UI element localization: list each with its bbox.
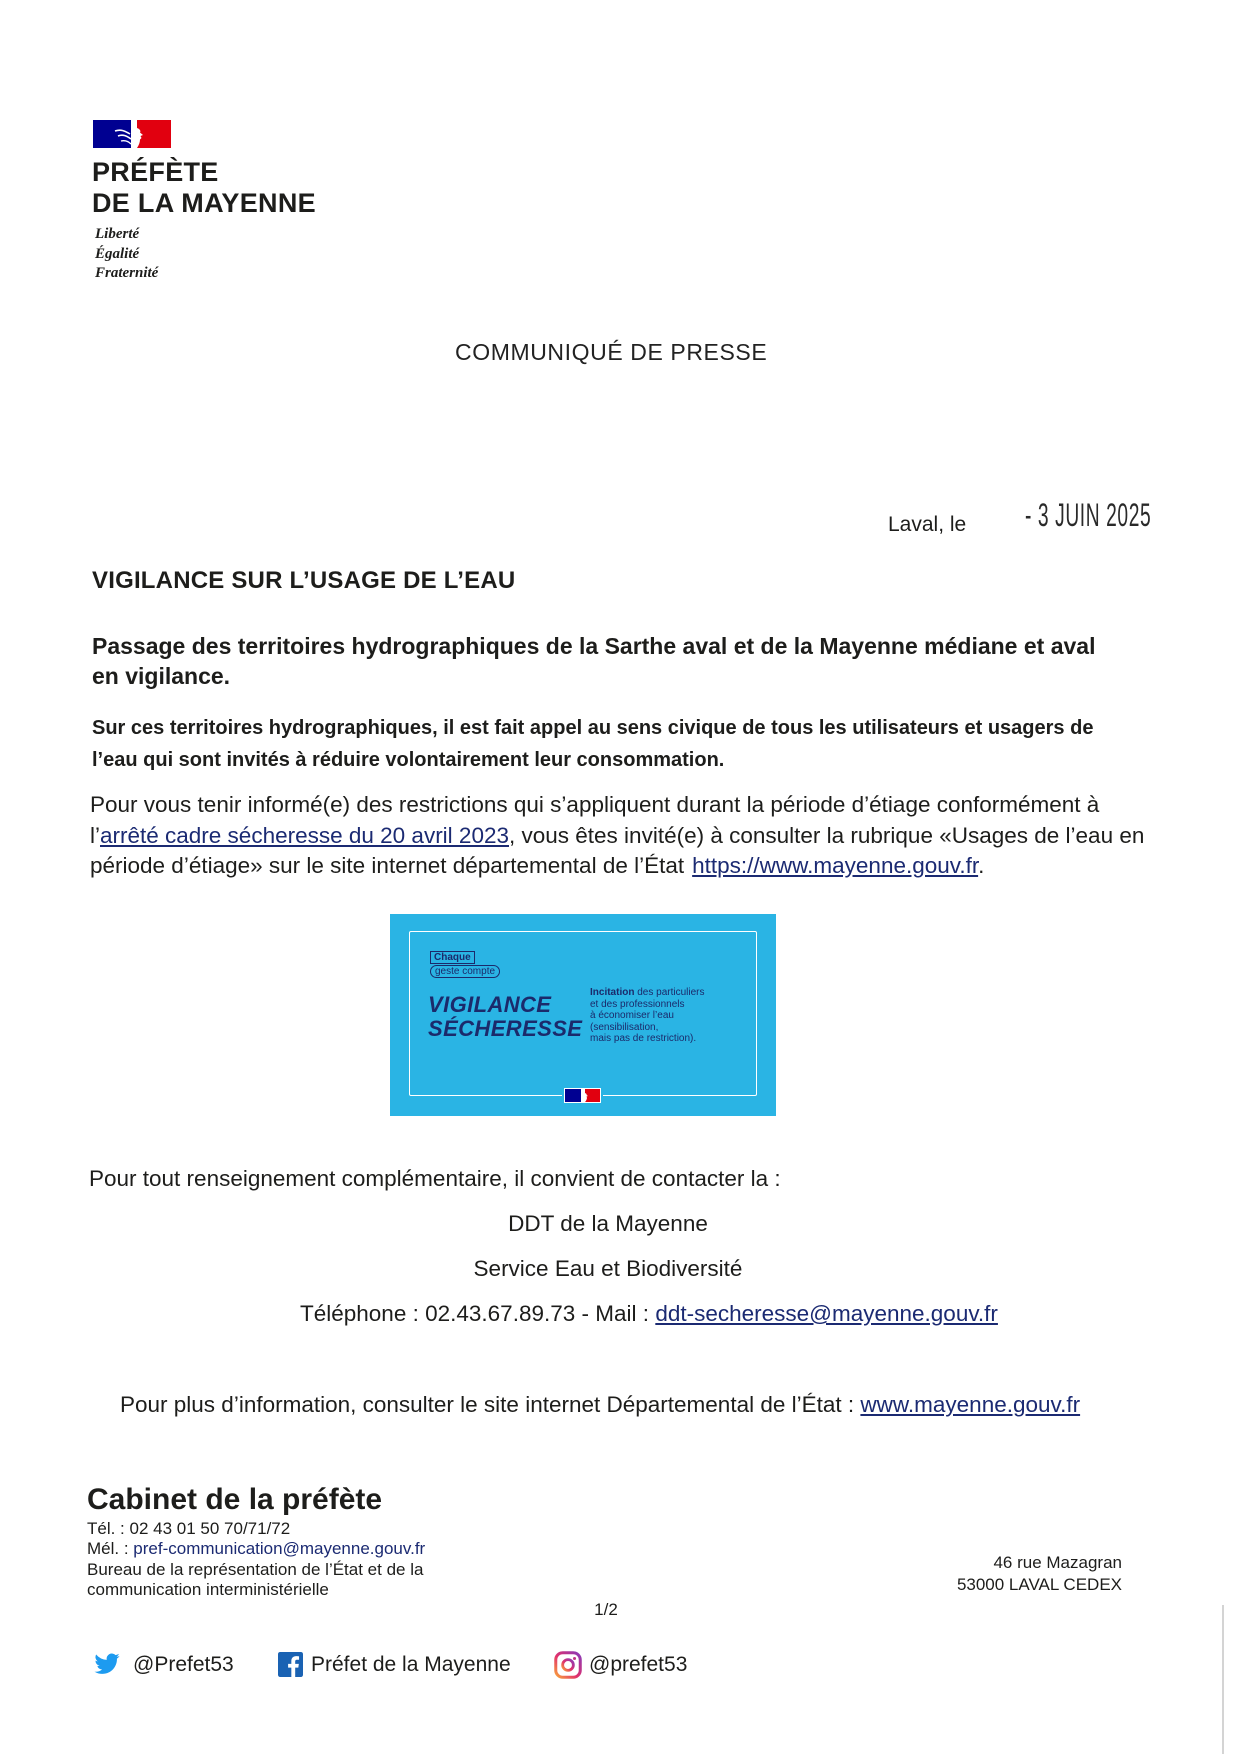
page-title: VIGILANCE SUR L’USAGE DE L’EAU (92, 567, 516, 594)
contact-phone-mail (300, 1299, 998, 1329)
address-line-2: 53000 LAVAL CEDEX (956, 1574, 1122, 1594)
facebook-icon (278, 1652, 303, 1677)
republic-logo (93, 120, 171, 148)
banner-flag-icon (562, 1088, 603, 1103)
banner-description-line-3: à économiser l’eau (590, 1010, 674, 1021)
lead-line-2: l’eau qui sont invités à réduire volontairement leur consommation. (92, 749, 725, 771)
mail-label: Mail : (595, 1301, 650, 1326)
banner-heading-line-2: SÉCHERESSE (428, 1016, 583, 1041)
cabinet-mail-label: Mél. : (87, 1539, 129, 1559)
campaign-word-1: Chaque (430, 951, 475, 964)
info-line-2-prefix: l’ (90, 822, 100, 848)
info-line-3-suffix: . (978, 853, 985, 878)
contact-service: Service Eau et Biodiversité (473, 1256, 743, 1281)
motto-egalite: Égalité (95, 245, 140, 262)
banner-description-line-1-rest: des particuliers (637, 987, 705, 998)
info-line-1: Pour vous tenir informé(e) des restrictions qui s’appliquent durant la période d’étiage conformément à (90, 792, 1100, 817)
contact-separator: - (581, 1301, 590, 1326)
lead-line-1: Sur ces territoires hydrographiques, il est fait appel au sens civique de tous les utilisateurs et usagers de (92, 717, 1094, 739)
banner-description-line-5: mais pas de restriction). (590, 1033, 697, 1044)
cabinet-office-line-1: Bureau de la représentation de l’État et de la (87, 1559, 424, 1579)
motto-liberte: Liberté (95, 226, 140, 242)
cabinet-details (87, 1519, 425, 1600)
instagram-handle: @prefet53 (589, 1653, 688, 1676)
info-line-3-prefix: période d’étiage» sur le site internet départemental de l’État (90, 853, 685, 878)
info-line-2-suffix: , vous êtes invité(e) à consulter la rubrique «Usages de l’eau en (509, 822, 1145, 848)
address-line-1: 46 rue Mazagran (993, 1553, 1122, 1572)
twitter-handle: @Prefet53 (133, 1653, 234, 1676)
info-line-2 (90, 821, 1144, 852)
contact-organization: DDT de la Mayenne (508, 1211, 708, 1236)
institution-line-1: PRÉFÈTE (92, 157, 219, 187)
banner-description (590, 987, 705, 1045)
banner-description-line-4: (sensibilisation, (590, 1021, 659, 1033)
subtitle-line-2: en vigilance. (92, 663, 231, 689)
date-stamp: - 3 JUIN 2025 (1025, 497, 1152, 533)
marianne-flag-icon (93, 120, 171, 148)
banner-description-line-1 (590, 987, 705, 999)
subtitle-line-1: Passage des territoires hydrographiques de la Sarthe aval et de la Mayenne médiane et aval (92, 633, 1096, 659)
banner-description-bold: Incitation (590, 987, 635, 998)
more-info-link[interactable]: www.mayenne.gouv.fr (860, 1392, 1081, 1417)
info-paragraph (90, 790, 1144, 882)
phone-number: 02.43.67.89.73 (425, 1301, 576, 1326)
republic-motto (95, 225, 158, 284)
scan-edge-line (1222, 1605, 1224, 1754)
prefecture-site-link[interactable]: https://www.mayenne.gouv.fr (692, 853, 979, 878)
lead-paragraph (92, 712, 1093, 776)
dateline-place: Laval, le (888, 513, 967, 536)
motto-fraternite: Fraternité (95, 265, 159, 281)
banner-heading-line-1: VIGILANCE (428, 992, 552, 1017)
instagram-icon (554, 1651, 582, 1679)
contact-intro: Pour tout renseignement complémentaire, il convient de contacter la : (89, 1166, 781, 1191)
banner-description-line-2: et des professionnels (590, 998, 685, 1010)
decree-link[interactable]: arrêté cadre sécheresse du 20 avril 2023 (100, 822, 509, 848)
subtitle (92, 631, 1095, 691)
cabinet-office-line-2: communication interministérielle (87, 1579, 329, 1599)
more-info-text: Pour plus d’information, consulter le site internet Départemental de l’État : (120, 1392, 855, 1417)
cabinet-phone: Tél. : 02 43 01 50 70/71/72 (87, 1519, 291, 1538)
institution-name (92, 157, 316, 219)
twitter-icon (93, 1653, 121, 1677)
phone-label: Téléphone : (300, 1301, 419, 1326)
page-number: 1/2 (594, 1600, 618, 1619)
chaque-geste-compte-logo (430, 951, 500, 978)
facebook-page-name: Préfet de la Mayenne (311, 1653, 511, 1676)
ddt-email-link[interactable]: ddt-secheresse@mayenne.gouv.fr (655, 1301, 998, 1326)
cabinet-mail-link[interactable]: pref-communication@mayenne.gouv.fr (133, 1539, 426, 1559)
institution-line-2: DE LA MAYENNE (92, 188, 316, 218)
cabinet-title: Cabinet de la préfète (87, 1483, 383, 1516)
vigilance-secheresse-banner (390, 914, 776, 1116)
info-line-3 (90, 851, 1144, 882)
document-type: COMMUNIQUÉ DE PRESSE (455, 339, 768, 365)
banner-heading (428, 993, 582, 1041)
postal-address (957, 1552, 1122, 1595)
more-info (120, 1390, 1080, 1420)
campaign-word-2: geste compte (430, 965, 500, 978)
cabinet-mail (87, 1539, 425, 1559)
